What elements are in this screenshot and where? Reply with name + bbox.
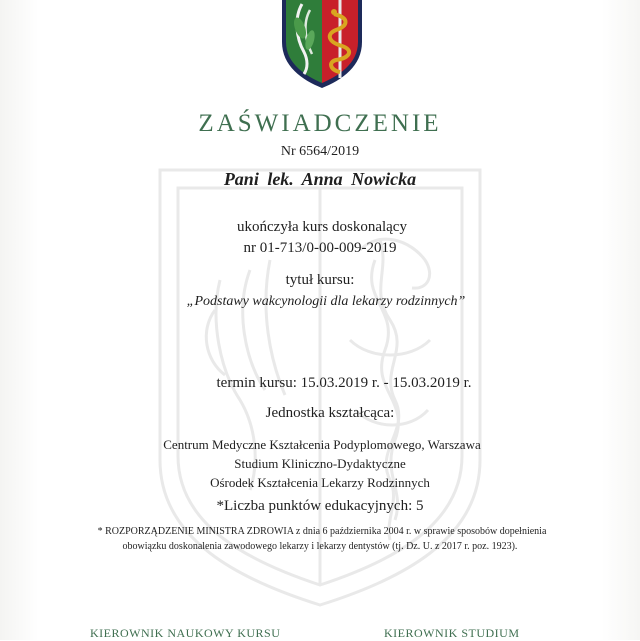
signature-label-scientific-head: KIEROWNIK NAUKOWY KURSU	[90, 626, 281, 640]
footnote-line-1: * ROZPORZĄDZENIE MINISTRA ZDROWIA z dnia 6 października 2004 r. w sprawie sposobów dopełnienia	[97, 526, 547, 537]
completed-line: ukończyła kurs doskonalący	[237, 219, 407, 235]
course-number: nr 01-713/0-00-009-2019	[243, 240, 397, 256]
unit-line-3: Ośrodek Kształcenia Lekarzy Rodzinnych	[210, 475, 430, 490]
crest-emblem-icon	[276, 0, 368, 90]
certificate-number: Nr 6564/2019	[280, 144, 360, 159]
signature-label-study-head: KIEROWNIK STUDIUM	[384, 626, 520, 640]
footnote-line-2: obowiązku doskonalenia zawodowego lekarzy i lekarzy dentystów (tj. Dz. U. z 2017 r. poz. 1923).	[122, 541, 518, 552]
unit-label: Jednostka kształcąca:	[265, 405, 395, 421]
unit-line-2: Studium Kliniczno-Dydaktyczne	[234, 456, 406, 471]
certificate-title: ZAŚWIADCZENIE	[198, 110, 442, 137]
unit-line-1: Centrum Medyczne Kształcenia Podyplomowego, Warszawa	[163, 437, 481, 452]
course-date: termin kursu: 15.03.2019 r. - 15.03.2019 r.	[216, 375, 472, 391]
course-title: „Podstawy wakcynologii dla lekarzy rodzinnych”	[186, 294, 466, 309]
course-title-label: tytuł kursu:	[285, 272, 355, 288]
education-points: *Liczba punktów edukacyjnych: 5	[216, 498, 424, 514]
recipient-name: Pani lek. Anna Nowicka	[223, 169, 417, 189]
